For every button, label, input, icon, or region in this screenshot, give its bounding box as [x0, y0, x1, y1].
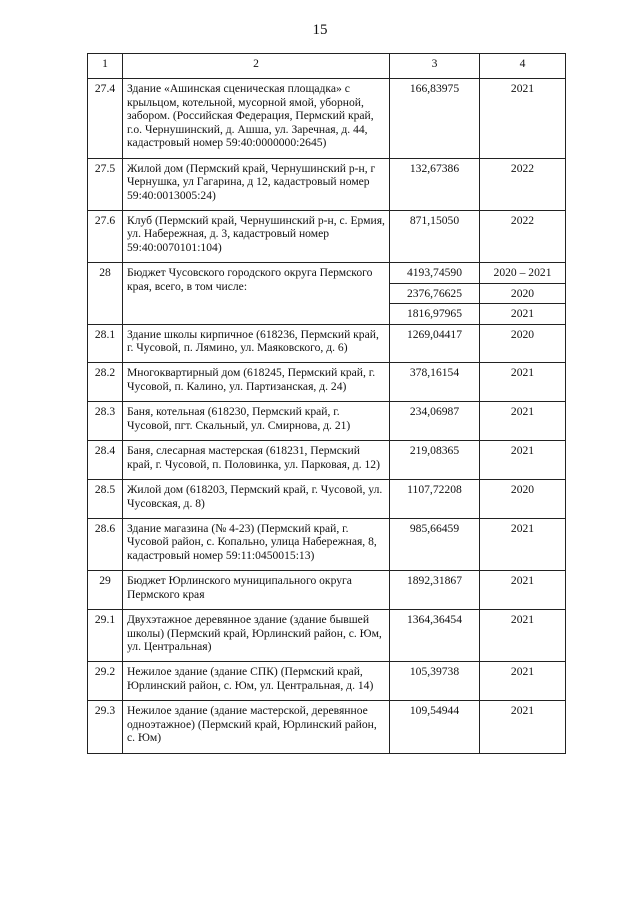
table-row: [88, 402, 566, 441]
row-number: 28.3: [88, 402, 123, 441]
row-year: 2021: [480, 518, 566, 570]
row-number: 28.1: [88, 324, 123, 363]
table-row: [88, 518, 566, 570]
row-description: Жилой дом (618203, Пермский край, г. Чусовой, ул. Чусовская, д. 8): [123, 480, 390, 519]
table-row: [88, 480, 566, 519]
row-number: 27.4: [88, 79, 123, 158]
row-description: Бюджет Чусовского городского округа Пермского края, всего, в том числе:: [123, 263, 390, 324]
table-row: [88, 662, 566, 701]
row-value: 234,06987: [390, 402, 480, 441]
row-number: 28.5: [88, 480, 123, 519]
header-col-3: 3: [390, 54, 480, 79]
row-description: Многоквартирный дом (618245, Пермский край, г. Чусовой, п. Калино, ул. Партизанская, д. 24): [123, 363, 390, 402]
row-description: Нежилое здание (здание мастерской, деревянное одноэтажное) (Пермский край, Юрлинский район, с. Юм): [123, 701, 390, 753]
row-value: 219,08365: [390, 441, 480, 480]
row-value: 166,83975: [390, 79, 480, 158]
table-row: [88, 79, 566, 158]
row-number: 29: [88, 571, 123, 610]
row-year: 2021: [480, 701, 566, 753]
row-number: 27.6: [88, 210, 123, 262]
table-row: [88, 324, 566, 363]
row-value: 985,66459: [390, 518, 480, 570]
row-year: 2021: [480, 662, 566, 701]
row-number: 29.2: [88, 662, 123, 701]
header-col-2: 2: [123, 54, 390, 79]
row-value: 109,54944: [390, 701, 480, 753]
row-number: 28.4: [88, 441, 123, 480]
row-value: 378,16154: [390, 363, 480, 402]
row-description: Баня, слесарная мастерская (618231, Пермский край, г. Чусовой, п. Половинка, ул. Парковая, д. 12): [123, 441, 390, 480]
table-row: [88, 610, 566, 662]
table-row: [88, 210, 566, 262]
row-value: 1364,36454: [390, 610, 480, 662]
row-year: 2020 – 2021: [480, 263, 566, 283]
table-row: [88, 701, 566, 753]
row-year: 2020: [480, 324, 566, 363]
row-value: 132,67386: [390, 158, 480, 210]
row-year: 2021: [480, 402, 566, 441]
table-row: [88, 263, 566, 283]
row-value: 1269,04417: [390, 324, 480, 363]
row-number: 29.1: [88, 610, 123, 662]
row-description: Жилой дом (Пермский край, Чернушинский р-н, г Чернушка, ул Гагарина, д 12, кадастровый номер 59:40:0013005:24): [123, 158, 390, 210]
table-row: [88, 158, 566, 210]
row-year: 2022: [480, 210, 566, 262]
budget-table: [87, 53, 566, 754]
row-value: 105,39738: [390, 662, 480, 701]
row-year: 2021: [480, 571, 566, 610]
row-number: 27.5: [88, 158, 123, 210]
row-number: 29.3: [88, 701, 123, 753]
table-row: [88, 571, 566, 610]
row-year: 2020: [480, 480, 566, 519]
row-year: 2021: [480, 610, 566, 662]
row-description: Здание школы кирпичное (618236, Пермский край, г. Чусовой, п. Лямино, ул. Маяковского, д. 6): [123, 324, 390, 363]
row-value: 4193,74590: [390, 263, 480, 283]
row-year: 2021: [480, 441, 566, 480]
header-col-4: 4: [480, 54, 566, 79]
row-description: Нежилое здание (здание СПК) (Пермский край, Юрлинский район, с. Юм, ул. Центральная, д. 14): [123, 662, 390, 701]
row-description: Клуб (Пермский край, Чернушинский р-н, с. Ермия, ул. Набережная, д. 3, кадастровый номер 59:40:0070101:104): [123, 210, 390, 262]
row-value: 1816,97965: [390, 304, 480, 324]
row-year: 2021: [480, 304, 566, 324]
row-value: 2376,76625: [390, 283, 480, 303]
row-description: Бюджет Юрлинского муниципального округа Пермского края: [123, 571, 390, 610]
row-number: 28.2: [88, 363, 123, 402]
row-value: 871,15050: [390, 210, 480, 262]
row-value: 1892,31867: [390, 571, 480, 610]
row-description: Здание магазина (№ 4-23) (Пермский край, г. Чусовой район, с. Копально, улица Набережная, 8, кадастровый номер 59:11:0450015:13): [123, 518, 390, 570]
row-description: Здание «Ашинская сценическая площадка» с крыльцом, котельной, мусорной ямой, уборной, забором. (Российская Федерация, Пермский край, г.о. Чернушинский, д. Ашша, ул. Заречная, д. 44, кадастровый номер 59:40:0000000:2645): [123, 79, 390, 158]
row-year: 2021: [480, 363, 566, 402]
header-col-1: 1: [88, 54, 123, 79]
page-number: 15: [312, 22, 328, 38]
row-year: 2020: [480, 283, 566, 303]
row-number: 28.6: [88, 518, 123, 570]
table-row: [88, 441, 566, 480]
row-value: 1107,72208: [390, 480, 480, 519]
row-year: 2022: [480, 158, 566, 210]
row-description: Баня, котельная (618230, Пермский край, г. Чусовой, пгт. Скальный, ул. Смирнова, д. 21): [123, 402, 390, 441]
table-header-row: [88, 54, 566, 79]
row-year: 2021: [480, 79, 566, 158]
table-row: [88, 363, 566, 402]
row-description: Двухэтажное деревянное здание (здание бывшей школы) (Пермский край, Юрлинский район, с. Юм, ул. Центральная): [123, 610, 390, 662]
row-number: 28: [88, 263, 123, 324]
